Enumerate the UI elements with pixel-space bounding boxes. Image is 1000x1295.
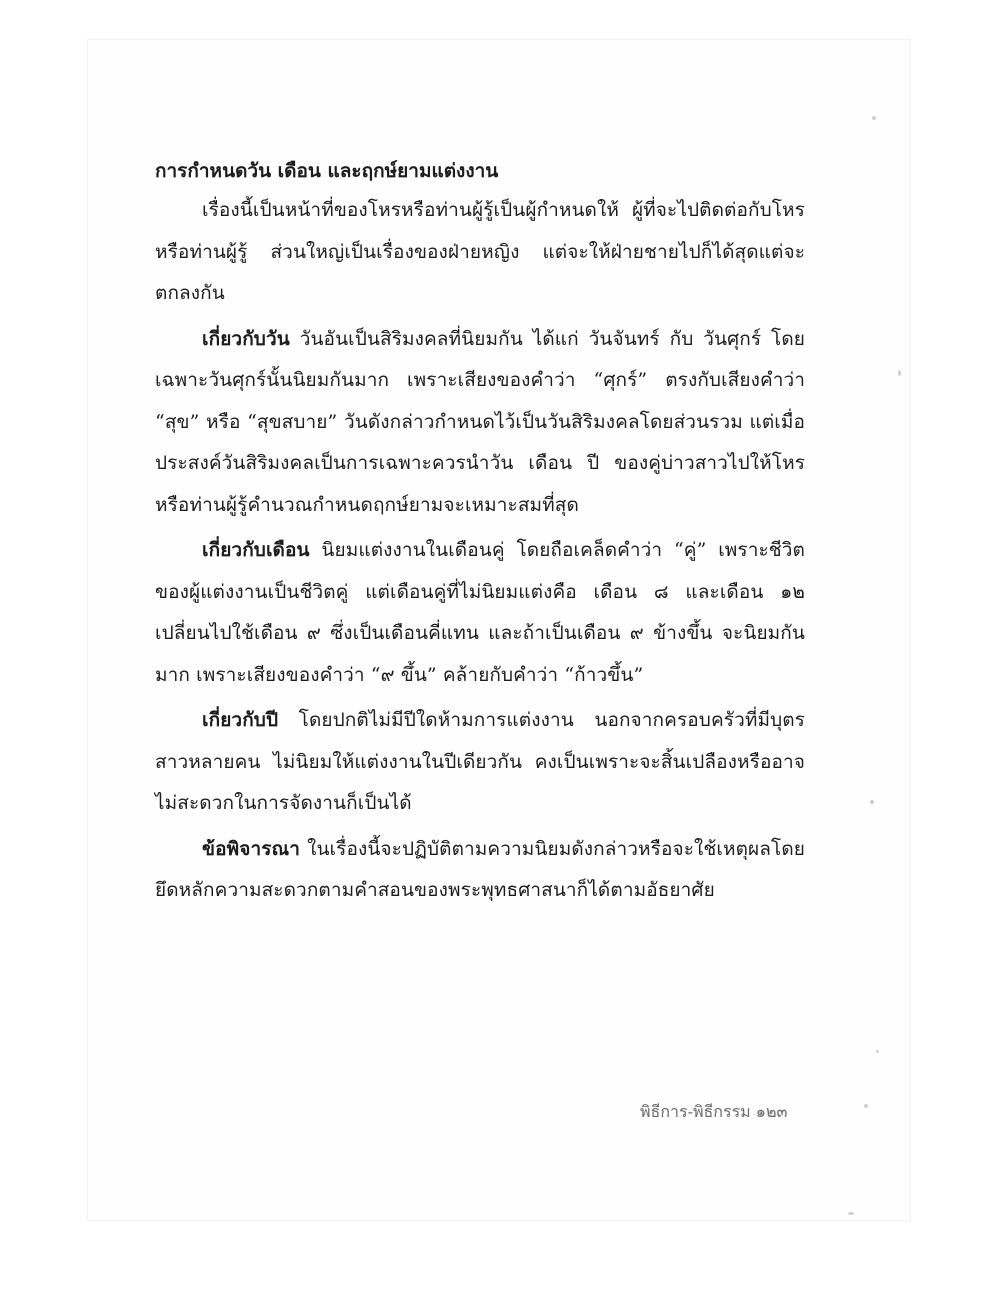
paragraph-consideration <box>155 829 805 912</box>
paragraph-text: นิยมแต่งงานในเดือนคู่ โดยถือเคล็ดคำว่า “คู่” เพราะชีวิตของผู้แต่งงานเป็นชีวิตคู่ แต่เดือนคู่ที่ไม่นิยมแต่งคือ เดือน ๘ และเดือน ๑๒ เปลี่ยนไปใช้เดือน ๙ ซึ่งเป็นเดือนคี่แทน และถ้าเป็นเดือน ๙ ข้างขึ้น จะนิยมกันมาก เพราะเสียงของคำว่า “๙ ขึ้น” คล้ายกับคำว่า “ก้าวขึ้น” <box>155 539 805 686</box>
document-body <box>155 152 805 912</box>
paragraph-lead: ข้อพิจารณา <box>202 837 301 860</box>
scan-speck <box>876 1050 879 1053</box>
paragraph-text: เรื่องนี้เป็นหน้าที่ของโหรหรือท่านผู้รู้เป็นผู้กำหนดให้ ผู้ที่จะไปติดต่อกับโหรหรือท่านผู้รู้ ส่วนใหญ่เป็นเรื่องของฝ่ายหญิง แต่จะให้ฝ่ายชายไปก็ได้สุดแต่จะตกลงกัน <box>155 199 805 304</box>
paragraph-text: วันอันเป็นสิริมงคลที่นิยมกัน ได้แก่ วันจันทร์ กับ วันศุกร์ โดยเฉพาะวันศุกร์นั้นนิยมกันมาก เพราะเสียงของคำว่า “ศุกร์” ตรงกับเสียงคำว่า “สุข” หรือ “สุขสบาย” วันดังกล่าวกำหนดไว้เป็นวันสิริมงคลโดยส่วนรวม แต่เมื่อประสงค์วันสิริมงคลเป็นการเฉพาะควรนำวัน เดือน ปี ของคู่บ่าวสาวไปให้โหรหรือท่านผู้รู้คำนวณกำหนดฤกษ์ยามจะเหมาะสมที่สุด <box>155 327 805 516</box>
document-title: การกำหนดวัน เดือน และฤกษ์ยามแต่งงาน <box>155 160 499 182</box>
scan-speck <box>870 800 874 804</box>
paragraph-text: ในเรื่องนี้จะปฏิบัติตามความนิยมดังกล่าวหรือจะใช้เหตุผลโดยยึดหลักความสะดวกตามคำสอนของพระพุทธศาสนาก็ได้ตามอัธยาศัย <box>155 837 805 901</box>
scan-speck <box>864 1104 868 1108</box>
paragraph-intro <box>155 190 805 315</box>
paragraph-text: โดยปกติไม่มีปีใดห้ามการแต่งงาน นอกจากครอบครัวที่มีบุตรสาวหลายคน ไม่นิยมให้แต่งงานในปีเดียวกัน คงเป็นเพราะจะสิ้นเปลืองหรืออาจไม่สะดวกในการจัดงานก็เป็นได้ <box>155 709 805 814</box>
page-footer: พิธีการ-พิธีกรรม ๑๒๓ <box>640 1102 788 1121</box>
scan-speck <box>848 1212 854 1215</box>
scan-speck <box>872 116 876 120</box>
paragraph-lead: เกี่ยวกับเดือน <box>202 539 310 561</box>
paragraph-lead: เกี่ยวกับวัน <box>202 327 290 350</box>
paragraph-day <box>155 319 805 527</box>
paragraph-month <box>155 530 805 696</box>
paragraph-year <box>155 700 805 825</box>
scan-speck <box>898 370 901 376</box>
paragraph-lead: เกี่ยวกับปี <box>202 709 279 731</box>
